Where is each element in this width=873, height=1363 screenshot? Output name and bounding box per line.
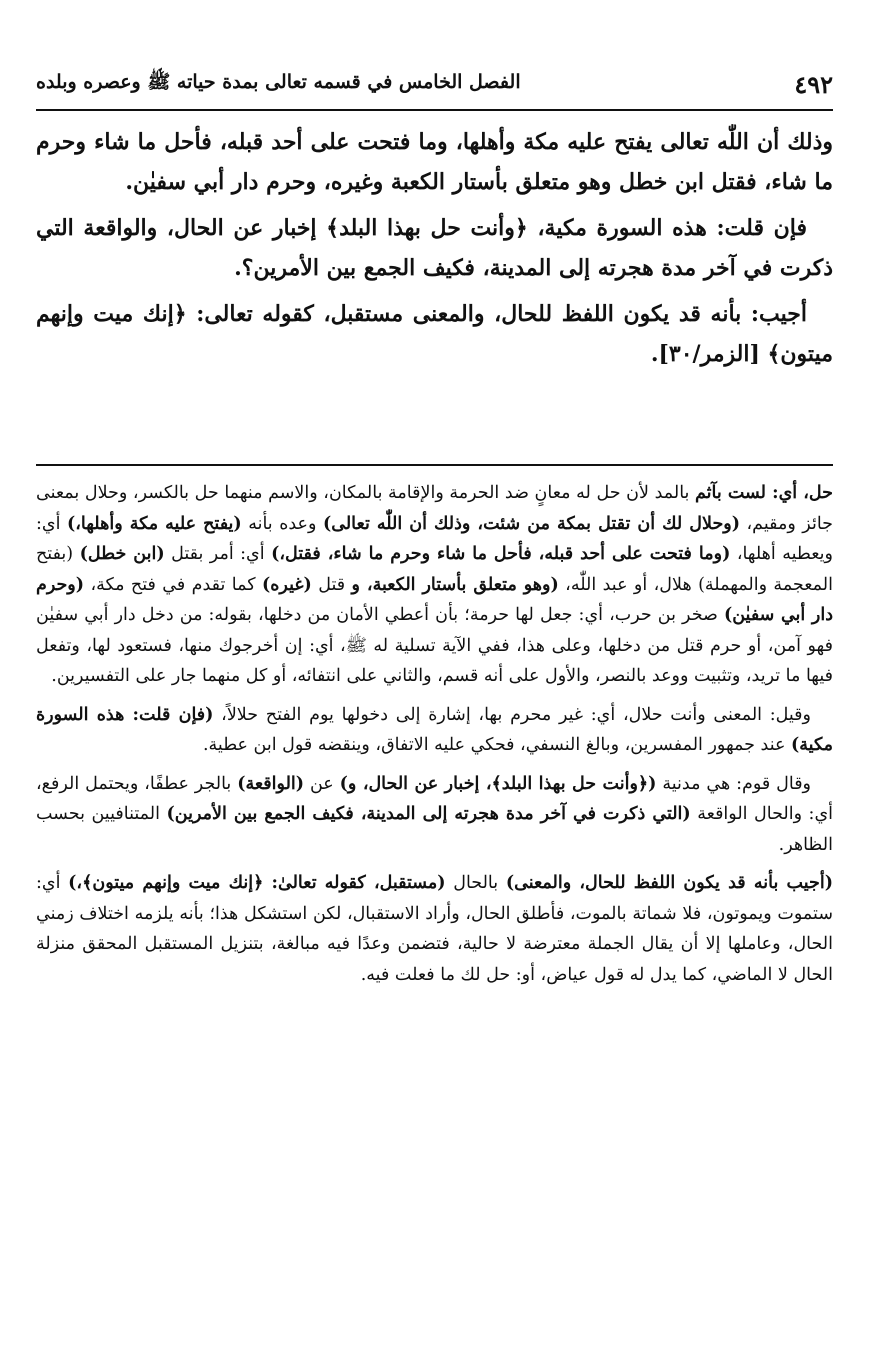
quoted-text: (وحرم دار أبي سفيٰن) (36, 574, 833, 625)
commentary-text: قتل (311, 574, 352, 595)
commentary-divider (36, 464, 833, 466)
quoted-text: (غيره) (261, 574, 312, 595)
running-title: الفصل الخامس في قسمه تعالى بمدة حياته ﷺ وعصره وبلده (36, 71, 521, 93)
quoted-text: (وما فتحت على أحد قبله، فأحل ما شاء وحرم ما شاء، فقتل،) (271, 544, 731, 564)
commentary-text: أي: أمر بقتل (164, 544, 272, 564)
commentary (36, 478, 833, 998)
commentary-text: (بفتح المعجمة والمهملة) هلال، أو عبد اللّٰه، (36, 544, 833, 595)
commentary-paragraph (36, 700, 833, 761)
commentary-text: وعده بأنه (241, 513, 323, 534)
main-paragraph: فإن قلت: هذه السورة مكية، ﴿وأنت حل بهذا البلد﴾ إخبار عن الحال، والواقعة التي ذكرت في آخر مدة هجرته إلى المدينة، فكيف الجمع بين الأمرين؟. (36, 215, 833, 281)
commentary-text: بالحال (445, 873, 506, 893)
quoted-text: حل، أي: لست بآثم (695, 483, 833, 503)
header-divider (36, 109, 833, 111)
quoted-text: (فإن قلت: هذه السورة مكية) (36, 704, 833, 755)
main-paragraph: وذلك أن اللّٰه تعالى يفتح عليه مكة وأهلها، وما فتحت على أحد قبله، فأحل ما شاء وحرم ما شاء، فقتل ابن خطل وهو متعلق بأستار الكعبة وغيره، وحرم دار أبي سفيٰن. (36, 129, 833, 195)
commentary-paragraph (36, 868, 833, 990)
quoted-text: (ابن خطل) (79, 544, 165, 564)
page-number: ٤٩٢ (794, 69, 833, 99)
page-header (36, 64, 833, 104)
quoted-text: (وحلال لك أن تقتل بمكة من شئت، وذلك أن اللّٰه تعالى) (322, 513, 740, 534)
commentary-text: بالمد لأن حل له معانٍ ضد الحرمة والإقامة بالمكان، والاسم منهما حل بالكسر، وحلال بمعنى جائز ومقيم، (36, 483, 833, 534)
quoted-text: (وهو متعلق بأستار الكعبة، و (351, 574, 559, 595)
quoted-text: (الواقعة) (237, 773, 305, 794)
quoted-text: (أجيب بأنه قد يكون اللفظ للحال، والمعنى) (505, 873, 833, 893)
commentary-text: عن (304, 773, 340, 794)
main-text (36, 122, 833, 380)
commentary-text: أي: ستموت ويموتون، فلا شماتة بالموت، فأطلق الحال، وأراد الاستقبال، لكن استشكل هذا؛ بأنه يلزمه اختلاف زمني الحال، وعاملها إلا أن يقال الجملة معترضة لا حالية، فتضمن وعدًا فيه مبالغة، بتنزيل المستقبل المحقق منزلة الحال لا الماضي، كما يدل له قول عياض، أو: حل لك ما فعلت فيه. (36, 873, 833, 985)
main-paragraph: أجيب: بأنه قد يكون اللفظ للحال، والمعنى مستقبل، كقوله تعالى: ﴿إنك ميت وإنهم ميتون﴾ [الزمر/٣٠]. (36, 301, 833, 367)
commentary-text: وقال قوم: هي مدنية (656, 773, 812, 794)
commentary-text: بالجر عطفًا، ويحتمل الرفع، أي: والحال الواقعة (36, 773, 834, 824)
commentary-text: وقيل: المعنى وأنت حلال، أي: غير محرم بها، إشارة إلى دخولها يوم الفتح حلالاً، (213, 704, 811, 725)
commentary-text: عند جمهور المفسرين، وبالغ النسفي، فحكي عليه الاتفاق، وينقضه قول ابن عطية. (202, 735, 792, 755)
quoted-text: (﴿وأنت حل بهذا البلد﴾، إخبار عن الحال، و) (339, 773, 657, 794)
commentary-text: صخر بن حرب، أي: جعل لها حرمة؛ بأن أعطي الأمان من دخلها، بقوله: من دخل دار أبي سفيٰن فهو آمن، أو حرم قتل من دخلها، وعلى هذا، ففي الآية تسلية له ﷺ، أي: إن أخرجوك منها، فستعود لها، وتفعل فيها ما تريد، وتثبيت ووعد بالنصر، والأول على أنه قسم، والثاني على انتفائه، أو كل منهما جار على التفسيرين. (36, 605, 833, 686)
quoted-text: (يفتح عليه مكة وأهلها،) (66, 513, 242, 534)
commentary-text: أي: ويعطيه أهلها، (36, 513, 833, 564)
commentary-paragraph (36, 478, 833, 692)
commentary-text: كما تقدم في فتح مكة، (84, 574, 262, 595)
commentary-text: المتنافيين بحسب الظاهر. (36, 804, 833, 855)
quoted-text: (التي ذكرت في آخر مدة هجرته إلى المدينة، فكيف الجمع بين الأمرين) (166, 804, 691, 824)
commentary-paragraph (36, 769, 833, 861)
quoted-text: (مستقبل، كقوله تعالىٰ: ﴿إنك ميت وإنهم ميتون﴾،) (68, 873, 446, 893)
